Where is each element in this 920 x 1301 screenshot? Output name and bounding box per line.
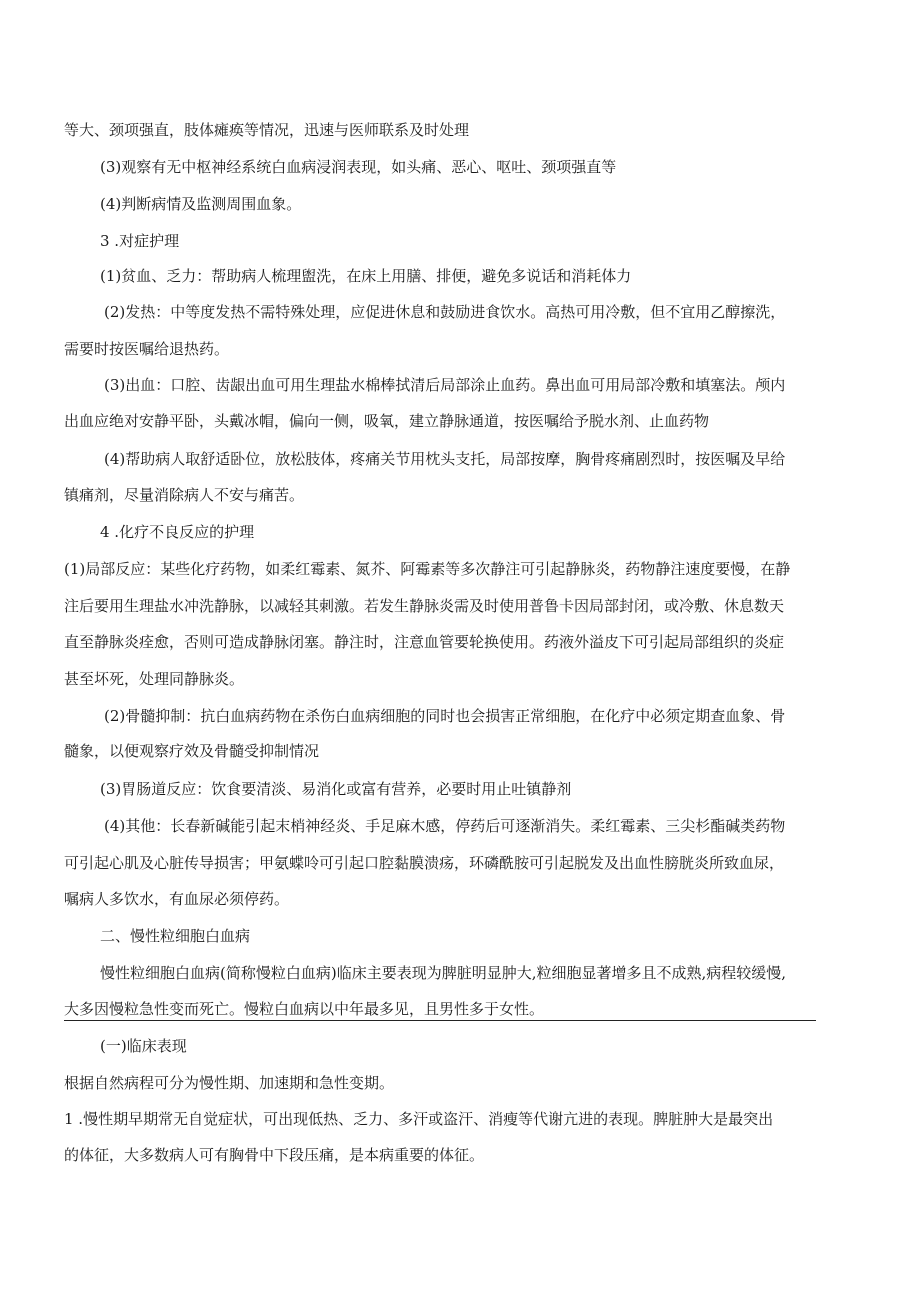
text-line: (1)局部反应：某些化疗药物，如柔红霉素、氮芥、阿霉素等多次静注可引起静脉炎，药物静注速度要慢，在静: [64, 560, 791, 578]
section-heading: 3 .对症护理: [100, 232, 180, 250]
text-line: (4)判断病情及监测周围血象。: [100, 195, 302, 213]
text-line: 慢性粒细胞白血病(简称慢粒白血病)临床主要表现为脾脏明显肿大,粒细胞显著增多且不成熟,病程较缓慢,: [100, 964, 787, 982]
text-line: 注后要用生理盐水冲洗静脉，以减轻其刺激。若发生静脉炎需及时使用普鲁卡因局部封闭，或冷敷、休息数天: [64, 597, 785, 615]
horizontal-rule: [64, 1020, 816, 1021]
text-line: 1 .慢性期早期常无自觉症状，可出现低热、乏力、多汗或盗汗、消瘦等代谢亢进的表现。脾脏肿大是最突出: [64, 1110, 774, 1128]
text-line: (4)其他：长春新碱能引起末梢神经炎、手足麻木感，停药后可逐渐消失。柔红霉素、三尖杉酯碱类药物: [104, 817, 786, 835]
section-heading: 4 .化疗不良反应的护理: [100, 523, 255, 541]
text-line: 的体征，大多数病人可有胸骨中下段压痛，是本病重要的体征。: [64, 1146, 485, 1164]
text-line: (3)胃肠道反应：饮食要清淡、易消化或富有营养，必要时用止吐镇静剂: [100, 780, 572, 798]
text-line: 嘱病人多饮水，有血尿必须停药。: [64, 890, 290, 908]
text-line: 出血应绝对安静平卧，头戴冰帽，偏向一侧，吸氧，建立静脉通道，按医嘱给予脱水剂、止血药物: [64, 412, 710, 430]
text-line: 甚至坏死，处理同静脉炎。: [64, 670, 245, 688]
text-line: (2)骨髓抑制：抗白血病药物在杀伤白血病细胞的同时也会损害正常细胞，在化疗中必须定期查血象、骨: [104, 707, 786, 725]
section-heading: (一)临床表现: [100, 1037, 187, 1055]
text-line: 直至静脉炎痊愈，否则可造成静脉闭塞。静注时，注意血管要轮换使用。药液外溢皮下可引起局部组织的炎症: [64, 633, 785, 651]
text-line: (1)贫血、乏力：帮助病人梳理盥洗，在床上用膳、排便，避免多说话和消耗体力: [100, 267, 632, 285]
text-line: 需要时按医嘱给退热药。: [64, 340, 230, 358]
text-line: 等大、颈项强直，肢体瘫痪等情况，迅速与医师联系及时处理: [64, 121, 470, 139]
text-line: 镇痛剂，尽量消除病人不安与痛苦。: [64, 486, 305, 504]
text-line: (3)出血：口腔、齿龈出血可用生理盐水棉棒拭清后局部涂止血药。鼻出血可用局部冷敷和填塞法。颅内: [104, 376, 786, 394]
text-line: (4)帮助病人取舒适卧位，放松肢体，疼痛关节用枕头支托，局部按摩，胸骨疼痛剧烈时，按医嘱及早给: [104, 450, 786, 468]
text-line: (3)观察有无中枢神经系统白血病浸润表现，如头痛、恶心、呕吐、颈项强直等: [100, 158, 617, 176]
text-line: 大多因慢粒急性变而死亡。慢粒白血病以中年最多见，且男性多于女性。: [64, 1000, 545, 1018]
text-line: 可引起心肌及心脏传导损害；甲氨蝶呤可引起口腔黏膜溃疡，环磷酰胺可引起脱发及出血性膀胱炎所致血尿，: [64, 854, 785, 872]
text-line: 髓象，以便观察疗效及骨髓受抑制情况: [64, 742, 320, 760]
section-heading: 二、慢性粒细胞白血病: [100, 927, 251, 945]
text-line: (2)发热：中等度发热不需特殊处理，应促进休息和鼓励进食饮水。高热可用冷敷，但不宜用乙醇擦洗，: [104, 303, 786, 321]
text-line: 根据自然病程可分为慢性期、加速期和急性变期。: [64, 1074, 395, 1092]
